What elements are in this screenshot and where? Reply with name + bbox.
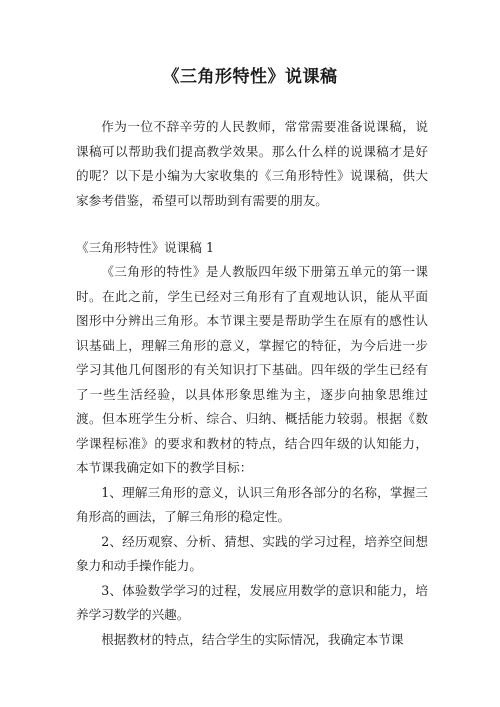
intro-paragraph: 作为一位不辞辛劳的人民教师，常常需要准备说课稿，说课稿可以帮助我们提高教学效果。那么什么样的说课稿才是好的呢？以下是小编为大家收集的《三角形特性》说课稿，供大家参考借鉴，希望可以帮助到有需要的朋友。 [76, 119, 428, 208]
objective-3: 3、体验数学学习的过程，发展应用数学的意识和能力，培养学习数学的兴趣。 [76, 582, 428, 622]
objective-2: 2、经历观察、分析、猜想、实践的学习过程，培养空间想象力和动手操作能力。 [76, 533, 428, 573]
main-content [76, 260, 428, 652]
content-paragraph: 《三角形的特性》是人教版四年级下册第五单元的第一课时。在此之前，学生已经对三角形有了直观地认识，能从平面图形中分辨出三角形。本节课主要是帮助学生在原有的感性认识基础上，理解三角形的意义，掌握它的特征，为今后进一步学习其他几何图形的有关知识打下基础。四年级的学生已经有了一些生活经验，以具体形象思维为主，逐步向抽象思维过渡。但本班学生分析、综合、归纳、概括能力较弱。根据《数学课程标准》的要求和教材的特点，结合四年级的认知能力，本节课我确定如下的教学目标： [76, 264, 428, 475]
section-heading-block [76, 236, 428, 261]
content-paragraph-continued: 根据教材的特点，结合学生的实际情况，我确定本节课 [101, 631, 404, 647]
document-title: 《三角形特性》说课稿 [162, 67, 338, 87]
intro-section [76, 115, 428, 213]
section-heading: 《三角形特性》说课稿 1 [76, 240, 214, 255]
objective-1: 1、理解三角形的意义，认识三角形各部分的名称，掌握三角形高的画法，了解三角形的稳定性。 [76, 484, 428, 524]
